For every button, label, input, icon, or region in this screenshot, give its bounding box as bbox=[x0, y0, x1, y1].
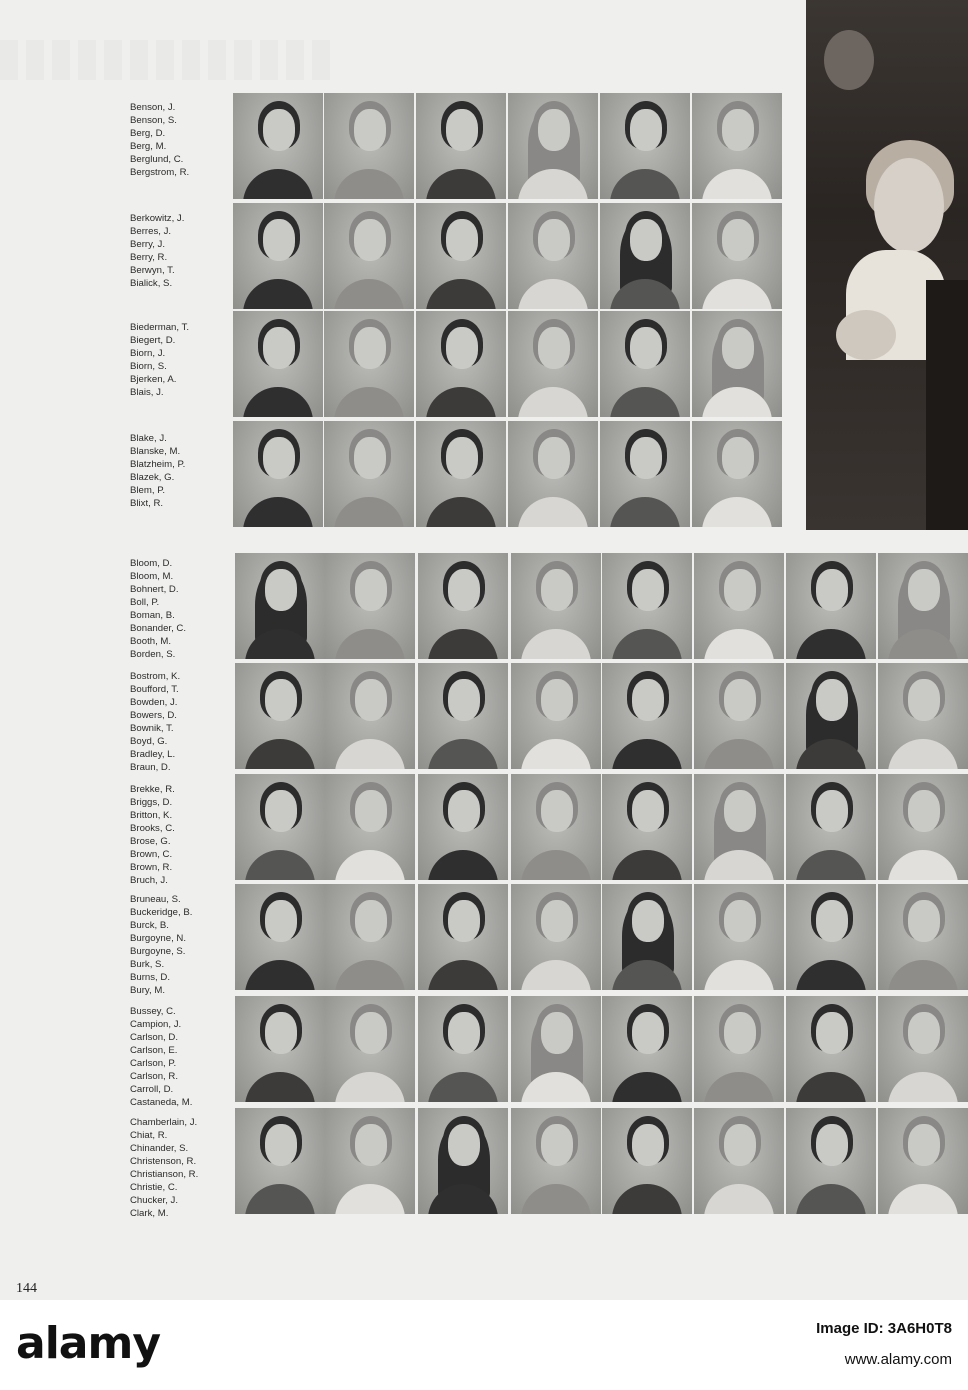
student-portrait bbox=[694, 996, 784, 1102]
student-name: Blake, J. bbox=[130, 433, 167, 444]
student-name: Chiat, R. bbox=[130, 1130, 168, 1141]
student-portrait bbox=[235, 1108, 325, 1214]
student-name: Benson, S. bbox=[130, 115, 177, 126]
student-portrait bbox=[692, 203, 782, 309]
student-name: Bruneau, S. bbox=[130, 894, 181, 905]
student-name: Bowden, J. bbox=[130, 697, 178, 708]
student-name: Bussey, C. bbox=[130, 1006, 176, 1017]
student-portrait bbox=[418, 884, 508, 990]
student-name: Blixt, R. bbox=[130, 498, 164, 509]
candid-figure bbox=[824, 30, 874, 90]
student-portrait bbox=[511, 663, 601, 769]
faint-header-text bbox=[0, 40, 330, 80]
student-portrait bbox=[233, 93, 323, 199]
student-name: Carlson, R. bbox=[130, 1071, 178, 1082]
portrait-row bbox=[0, 1108, 968, 1218]
student-name: Bonander, C. bbox=[130, 623, 187, 634]
student-name: Boll, P. bbox=[130, 597, 160, 608]
student-name: Carlson, P. bbox=[130, 1058, 177, 1069]
student-name: Brown, C. bbox=[130, 849, 173, 860]
student-portrait bbox=[786, 774, 876, 880]
student-name: Brooks, C. bbox=[130, 823, 175, 834]
student-portrait bbox=[235, 996, 325, 1102]
page-number: 144 bbox=[16, 1281, 37, 1296]
student-name: Blatzheim, P. bbox=[130, 459, 186, 470]
student-name: Carroll, D. bbox=[130, 1084, 174, 1095]
student-portrait bbox=[324, 311, 414, 417]
student-portrait bbox=[786, 884, 876, 990]
student-name: Blais, J. bbox=[130, 387, 164, 398]
student-portrait bbox=[418, 663, 508, 769]
student-portrait bbox=[600, 421, 690, 527]
student-name: Brekke, R. bbox=[130, 784, 175, 795]
student-name: Campion, J. bbox=[130, 1019, 182, 1030]
student-portrait bbox=[511, 884, 601, 990]
student-portrait bbox=[694, 663, 784, 769]
student-name: Briggs, D. bbox=[130, 797, 173, 808]
portrait-row bbox=[0, 774, 968, 884]
student-portrait bbox=[233, 203, 323, 309]
student-portrait bbox=[602, 553, 692, 659]
site-url: www.alamy.com bbox=[844, 1351, 952, 1368]
student-name: Chucker, J. bbox=[130, 1195, 178, 1206]
student-name: Burgoyne, S. bbox=[130, 946, 186, 957]
student-portrait bbox=[878, 663, 968, 769]
student-name: Bloom, D. bbox=[130, 558, 173, 569]
student-name: Bownik, T. bbox=[130, 723, 174, 734]
student-name: Berry, J. bbox=[130, 239, 166, 250]
student-name: Christianson, R. bbox=[130, 1169, 199, 1180]
candid-figure-knee bbox=[836, 310, 896, 360]
portrait-row bbox=[0, 553, 968, 663]
student-name: Berg, D. bbox=[130, 128, 166, 139]
student-portrait bbox=[511, 553, 601, 659]
student-portrait bbox=[235, 774, 325, 880]
student-name: Burns, D. bbox=[130, 972, 170, 983]
student-name: Castaneda, M. bbox=[130, 1097, 193, 1108]
student-portrait bbox=[325, 774, 415, 880]
student-portrait bbox=[508, 93, 598, 199]
student-portrait bbox=[786, 1108, 876, 1214]
brand-logo: alamy bbox=[16, 1318, 160, 1369]
student-portrait bbox=[511, 774, 601, 880]
student-name: Christenson, R. bbox=[130, 1156, 197, 1167]
student-name: Boufford, T. bbox=[130, 684, 179, 695]
student-name: Boman, B. bbox=[130, 610, 175, 621]
student-portrait bbox=[694, 1108, 784, 1214]
student-name: Blem, P. bbox=[130, 485, 166, 496]
student-name: Bowers, D. bbox=[130, 710, 177, 721]
image-id-label: Image ID: 3A6H0T8 bbox=[816, 1320, 952, 1337]
student-portrait bbox=[878, 1108, 968, 1214]
student-portrait bbox=[324, 93, 414, 199]
student-portrait bbox=[878, 553, 968, 659]
student-portrait bbox=[325, 996, 415, 1102]
student-name: Bury, M. bbox=[130, 985, 166, 996]
student-name: Boyd, G. bbox=[130, 736, 168, 747]
student-name: Clark, M. bbox=[130, 1208, 169, 1219]
candid-figure bbox=[874, 158, 944, 253]
student-name: Brose, G. bbox=[130, 836, 171, 847]
student-portrait bbox=[416, 93, 506, 199]
student-name: Bjerken, A. bbox=[130, 374, 177, 385]
student-portrait bbox=[508, 311, 598, 417]
student-portrait bbox=[233, 421, 323, 527]
student-portrait bbox=[786, 663, 876, 769]
student-portrait bbox=[325, 553, 415, 659]
portrait-row bbox=[0, 996, 968, 1106]
student-name: Burgoyne, N. bbox=[130, 933, 186, 944]
student-portrait bbox=[694, 553, 784, 659]
student-name: Berkowitz, J. bbox=[130, 213, 185, 224]
student-name: Berg, M. bbox=[130, 141, 167, 152]
student-name: Biorn, S. bbox=[130, 361, 167, 372]
footer-meta bbox=[816, 1320, 952, 1368]
student-portrait bbox=[416, 311, 506, 417]
student-name: Biegert, D. bbox=[130, 335, 176, 346]
student-portrait bbox=[325, 884, 415, 990]
student-portrait bbox=[418, 996, 508, 1102]
student-name: Biederman, T. bbox=[130, 322, 190, 333]
candid-photo bbox=[806, 0, 968, 530]
student-name: Berry, R. bbox=[130, 252, 168, 263]
student-portrait bbox=[786, 553, 876, 659]
student-portrait bbox=[694, 884, 784, 990]
student-portrait bbox=[600, 311, 690, 417]
student-portrait bbox=[233, 311, 323, 417]
student-portrait bbox=[325, 663, 415, 769]
student-portrait bbox=[418, 553, 508, 659]
student-name: Burck, B. bbox=[130, 920, 169, 931]
student-portrait bbox=[418, 1108, 508, 1214]
student-name: Bruch, J. bbox=[130, 875, 168, 886]
student-portrait bbox=[508, 421, 598, 527]
student-name: Christie, C. bbox=[130, 1182, 178, 1193]
watermark-footer bbox=[0, 1300, 968, 1390]
student-name: Bialick, S. bbox=[130, 278, 173, 289]
student-portrait bbox=[602, 996, 692, 1102]
student-name: Carlson, E. bbox=[130, 1045, 178, 1056]
student-name: Britton, K. bbox=[130, 810, 173, 821]
student-name: Blazek, G. bbox=[130, 472, 175, 483]
student-portrait bbox=[600, 93, 690, 199]
student-portrait bbox=[600, 203, 690, 309]
student-name: Bradley, L. bbox=[130, 749, 176, 760]
student-portrait bbox=[416, 203, 506, 309]
student-portrait bbox=[602, 663, 692, 769]
portrait-row bbox=[0, 884, 968, 994]
student-portrait bbox=[878, 884, 968, 990]
student-portrait bbox=[418, 774, 508, 880]
student-portrait bbox=[235, 553, 325, 659]
student-portrait bbox=[694, 774, 784, 880]
student-portrait bbox=[692, 421, 782, 527]
student-portrait bbox=[508, 203, 598, 309]
student-name: Bergstrom, R. bbox=[130, 167, 190, 178]
student-name: Bohnert, D. bbox=[130, 584, 179, 595]
student-portrait bbox=[692, 311, 782, 417]
student-name: Borden, S. bbox=[130, 649, 176, 660]
student-name: Bloom, M. bbox=[130, 571, 174, 582]
student-portrait bbox=[602, 884, 692, 990]
student-name: Biorn, J. bbox=[130, 348, 166, 359]
student-portrait bbox=[602, 1108, 692, 1214]
student-portrait bbox=[786, 996, 876, 1102]
student-portrait bbox=[235, 663, 325, 769]
student-portrait bbox=[324, 421, 414, 527]
student-name: Burk, S. bbox=[130, 959, 165, 970]
student-portrait bbox=[511, 996, 601, 1102]
student-name: Berwyn, T. bbox=[130, 265, 175, 276]
student-name: Buckeridge, B. bbox=[130, 907, 193, 918]
student-portrait bbox=[602, 774, 692, 880]
student-name: Berglund, C. bbox=[130, 154, 184, 165]
student-portrait bbox=[878, 996, 968, 1102]
student-portrait bbox=[324, 203, 414, 309]
student-name: Bostrom, K. bbox=[130, 671, 181, 682]
student-name: Booth, M. bbox=[130, 636, 172, 647]
student-portrait bbox=[692, 93, 782, 199]
student-portrait bbox=[878, 774, 968, 880]
student-name: Berres, J. bbox=[130, 226, 172, 237]
student-portrait bbox=[511, 1108, 601, 1214]
student-name: Chinander, S. bbox=[130, 1143, 189, 1154]
portrait-row bbox=[0, 663, 968, 773]
student-name: Benson, J. bbox=[130, 102, 176, 113]
student-name: Carlson, D. bbox=[130, 1032, 178, 1043]
student-name: Blanske, M. bbox=[130, 446, 181, 457]
student-name: Brown, R. bbox=[130, 862, 173, 873]
candid-shadow bbox=[926, 280, 968, 530]
student-portrait bbox=[416, 421, 506, 527]
student-portrait bbox=[235, 884, 325, 990]
student-name: Braun, D. bbox=[130, 762, 171, 773]
student-name: Chamberlain, J. bbox=[130, 1117, 198, 1128]
student-portrait bbox=[325, 1108, 415, 1214]
